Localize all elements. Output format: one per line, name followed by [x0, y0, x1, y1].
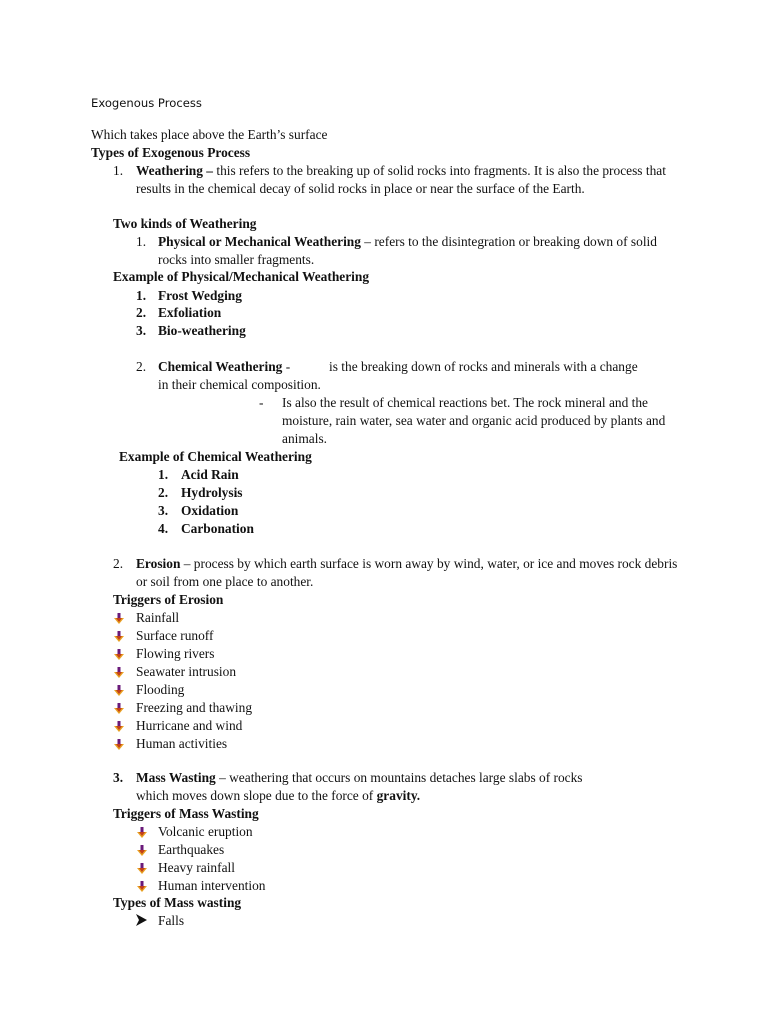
chemical-line-1	[158, 358, 290, 376]
arrow-down-bullet-icon	[114, 630, 124, 642]
list-item: Earthquakes	[158, 842, 225, 857]
mass-types-heading: Types of Mass wasting	[113, 895, 242, 910]
list-item: Frost Wedging	[158, 288, 242, 303]
mass-triggers-heading: Triggers of Mass Wasting	[113, 806, 259, 821]
weathering-text: this refers to the breaking up of solid rocks into fragments. It is also the process that results in the chemical decay of solid rocks in place or near the surface of the Earth.	[136, 163, 666, 196]
arrow-down-bullet-icon	[114, 720, 124, 732]
list-item: Freezing and thawing	[136, 700, 253, 715]
document-title: Exogenous Process	[91, 96, 202, 110]
mass-wasting-line-2	[136, 787, 420, 805]
list-item-number: 4.	[158, 521, 169, 536]
mass-wasting-text-2: which moves down slope due to the force of	[136, 788, 377, 803]
list-item: Acid Rain	[181, 467, 239, 482]
list-item: Hydrolysis	[181, 485, 243, 500]
erosion-text: – process by which earth surface is worn away by wind, water, or ice and moves rock debris or soil from one place to another.	[136, 556, 678, 589]
list-item-number: 1.	[136, 288, 147, 303]
arrow-down-bullet-icon	[137, 826, 147, 838]
chemical-dash: -	[282, 359, 291, 374]
arrow-down-bullet-icon	[114, 684, 124, 696]
erosion-number: 2.	[113, 556, 124, 571]
chemical-text-1: is the breaking down of rocks and minerals with a change	[329, 359, 638, 374]
physical-number: 1.	[136, 234, 147, 249]
chemical-sub-text: Is also the result of chemical reactions bet. The rock mineral and the moisture, rain water, sea water and organic acid produced by plants and animals.	[282, 395, 666, 446]
mass-wasting-text-1: – weathering that occurs on mountains detaches large slabs of rocks	[215, 770, 583, 785]
weathering-paragraph	[136, 162, 682, 198]
chemical-sub-dash: -	[259, 395, 264, 410]
types-heading: Types of Exogenous Process	[91, 145, 251, 160]
physical-paragraph	[158, 233, 688, 269]
list-item: Falls	[158, 913, 185, 928]
list-item: Human activities	[136, 736, 228, 751]
chemical-text-2: in their chemical composition.	[158, 377, 321, 392]
list-item: Oxidation	[181, 503, 239, 518]
arrow-down-bullet-icon	[114, 666, 124, 678]
weathering-number: 1.	[113, 163, 124, 178]
list-item: Bio-weathering	[158, 323, 246, 338]
list-item-number: 3.	[158, 503, 169, 518]
list-item: Exfoliation	[158, 305, 222, 320]
chemical-term: Chemical Weathering	[158, 359, 283, 374]
chemical-examples-heading: Example of Chemical Weathering	[119, 449, 312, 464]
intro-text: Which takes place above the Earth’s surface	[91, 127, 328, 142]
list-item-number: 2.	[158, 485, 169, 500]
two-kinds-heading: Two kinds of Weathering	[113, 216, 257, 231]
arrow-down-bullet-icon	[114, 648, 124, 660]
physical-term: Physical or Mechanical Weathering	[158, 234, 361, 249]
list-item-number: 2.	[136, 305, 147, 320]
mass-wasting-line-1	[136, 769, 583, 787]
arrow-down-bullet-icon	[114, 738, 124, 750]
list-item-number: 1.	[158, 467, 169, 482]
mass-wasting-number: 3.	[113, 770, 124, 785]
arrow-down-bullet-icon	[137, 880, 147, 892]
list-item: Surface runoff	[136, 628, 214, 643]
mass-wasting-term: Mass Wasting	[136, 770, 216, 785]
physical-text: – refers to the disintegration or breaking down of solid rocks into smaller fragments.	[158, 234, 657, 267]
erosion-term: Erosion	[136, 556, 181, 571]
list-item: Human intervention	[158, 878, 266, 893]
arrowhead-bullet-icon	[136, 913, 147, 931]
arrow-down-bullet-icon	[137, 844, 147, 856]
chemical-number: 2.	[136, 359, 147, 374]
list-item: Volcanic eruption	[158, 824, 253, 839]
erosion-triggers-heading: Triggers of Erosion	[113, 592, 224, 607]
list-item: Carbonation	[181, 521, 254, 536]
list-item: Heavy rainfall	[158, 860, 235, 875]
list-item: Hurricane and wind	[136, 718, 243, 733]
list-item: Seawater intrusion	[136, 664, 237, 679]
arrow-down-bullet-icon	[114, 612, 124, 624]
physical-examples-heading-text: Example of Physical/Mechanical Weathering	[113, 269, 370, 284]
mass-wasting-gravity: gravity.	[376, 788, 421, 803]
list-item: Rainfall	[136, 610, 180, 625]
list-item: Flooding	[136, 682, 185, 697]
arrow-down-bullet-icon	[137, 862, 147, 874]
list-item-number: 3.	[136, 323, 147, 338]
erosion-paragraph	[136, 555, 682, 591]
list-item: Flowing rivers	[136, 646, 215, 661]
weathering-term: Weathering –	[136, 163, 213, 178]
arrow-down-bullet-icon	[114, 702, 124, 714]
